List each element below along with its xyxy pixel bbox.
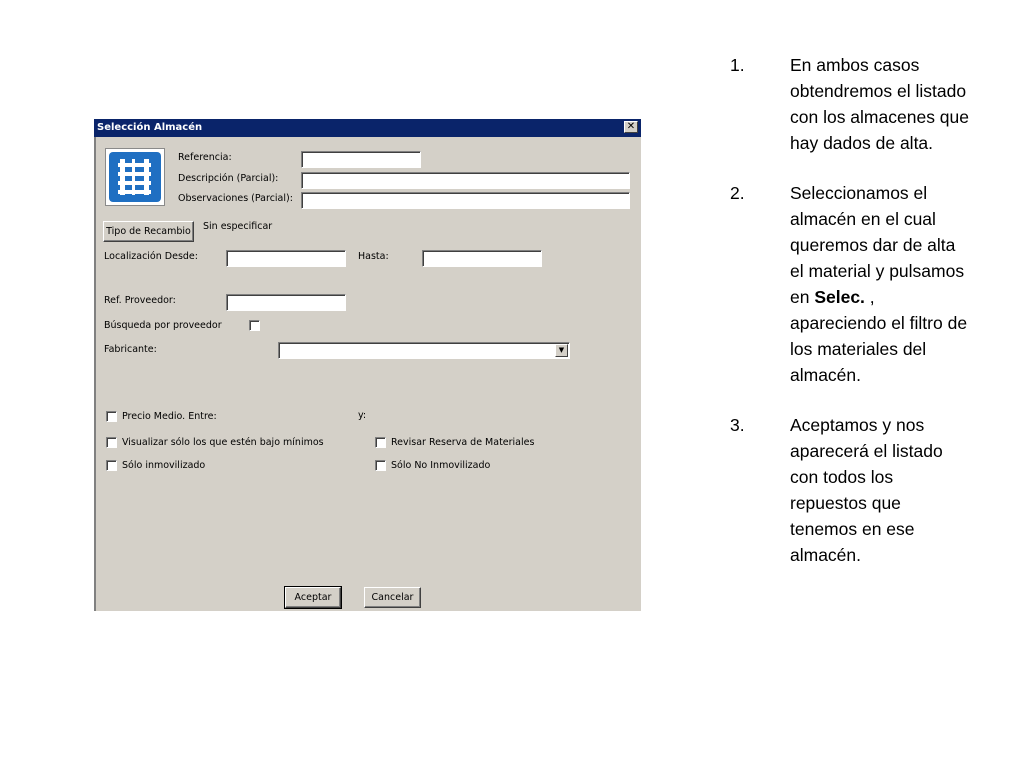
instruction-text-before: Seleccionamos el almacén en el cual queremos dar de alta el material y pulsamos en — [790, 183, 965, 307]
dialog-titlebar[interactable] — [94, 119, 641, 137]
descripcion-label: Descripción (Parcial): — [178, 173, 279, 184]
descripcion-input[interactable] — [301, 172, 630, 189]
referencia-label: Referencia: — [178, 152, 232, 163]
instruction-item — [730, 180, 970, 388]
busqueda-proveedor-label: Búsqueda por proveedor — [104, 320, 222, 331]
seleccion-almacen-dialog — [94, 119, 641, 611]
localizacion-desde-label: Localización Desde: — [104, 251, 198, 262]
localizacion-desde-input[interactable] — [226, 250, 346, 267]
instruction-text-after: , apareciendo el filtro de los materiales del almacén. — [790, 287, 968, 385]
hasta-input[interactable] — [422, 250, 542, 267]
dialog-title: Selección Almacén — [97, 122, 203, 133]
fabricante-label: Fabricante: — [104, 344, 157, 355]
warehouse-shelves-icon — [105, 148, 165, 206]
instruction-number: 3. — [730, 415, 745, 435]
observaciones-label: Observaciones (Parcial): — [178, 193, 293, 204]
inmovilizado-checkbox[interactable] — [106, 460, 117, 471]
tipo-recambio-button[interactable]: Tipo de Recambio — [103, 221, 194, 242]
instruction-bold-term: Selec. — [814, 287, 865, 307]
chevron-down-icon[interactable]: ▼ — [555, 344, 568, 357]
observaciones-input[interactable] — [301, 192, 630, 209]
close-button[interactable]: ✕ — [624, 121, 638, 133]
instruction-text — [790, 183, 967, 385]
inmovilizado-label: Sólo inmovilizado — [122, 460, 206, 471]
aceptar-button[interactable]: Aceptar — [285, 587, 341, 608]
cancelar-button[interactable]: Cancelar — [364, 587, 421, 608]
no-inmovilizado-label: Sólo No Inmovilizado — [391, 460, 491, 471]
ref-proveedor-label: Ref. Proveedor: — [104, 295, 176, 306]
referencia-input[interactable] — [301, 151, 421, 168]
bajo-minimos-label: Visualizar sólo los que estén bajo mínimos — [122, 437, 324, 448]
instruction-item — [730, 52, 970, 156]
instruction-number: 2. — [730, 183, 745, 203]
hasta-label: Hasta: — [358, 251, 389, 262]
busqueda-proveedor-checkbox[interactable] — [249, 320, 260, 331]
no-inmovilizado-checkbox[interactable] — [375, 460, 386, 471]
revisar-reserva-checkbox[interactable] — [375, 437, 386, 448]
tipo-recambio-value: Sin especificar — [203, 221, 273, 232]
precio-y-label: y: — [358, 410, 367, 421]
bajo-minimos-checkbox[interactable] — [106, 437, 117, 448]
instruction-number: 1. — [730, 55, 745, 75]
precio-medio-checkbox[interactable] — [106, 411, 117, 422]
fabricante-select[interactable] — [278, 342, 570, 359]
instruction-item — [730, 412, 970, 568]
revisar-reserva-label: Revisar Reserva de Materiales — [391, 437, 535, 448]
instruction-text: En ambos casos obtendremos el listado con los almacenes que hay dados de alta. — [790, 55, 969, 153]
dialog-left-edge — [94, 137, 96, 611]
instruction-text: Aceptamos y nos aparecerá el listado con todos los repuestos que tenemos en ese almacén. — [790, 415, 943, 565]
instructions-list — [730, 52, 970, 592]
precio-medio-label: Precio Medio. Entre: — [122, 411, 217, 422]
ref-proveedor-input[interactable] — [226, 294, 346, 311]
